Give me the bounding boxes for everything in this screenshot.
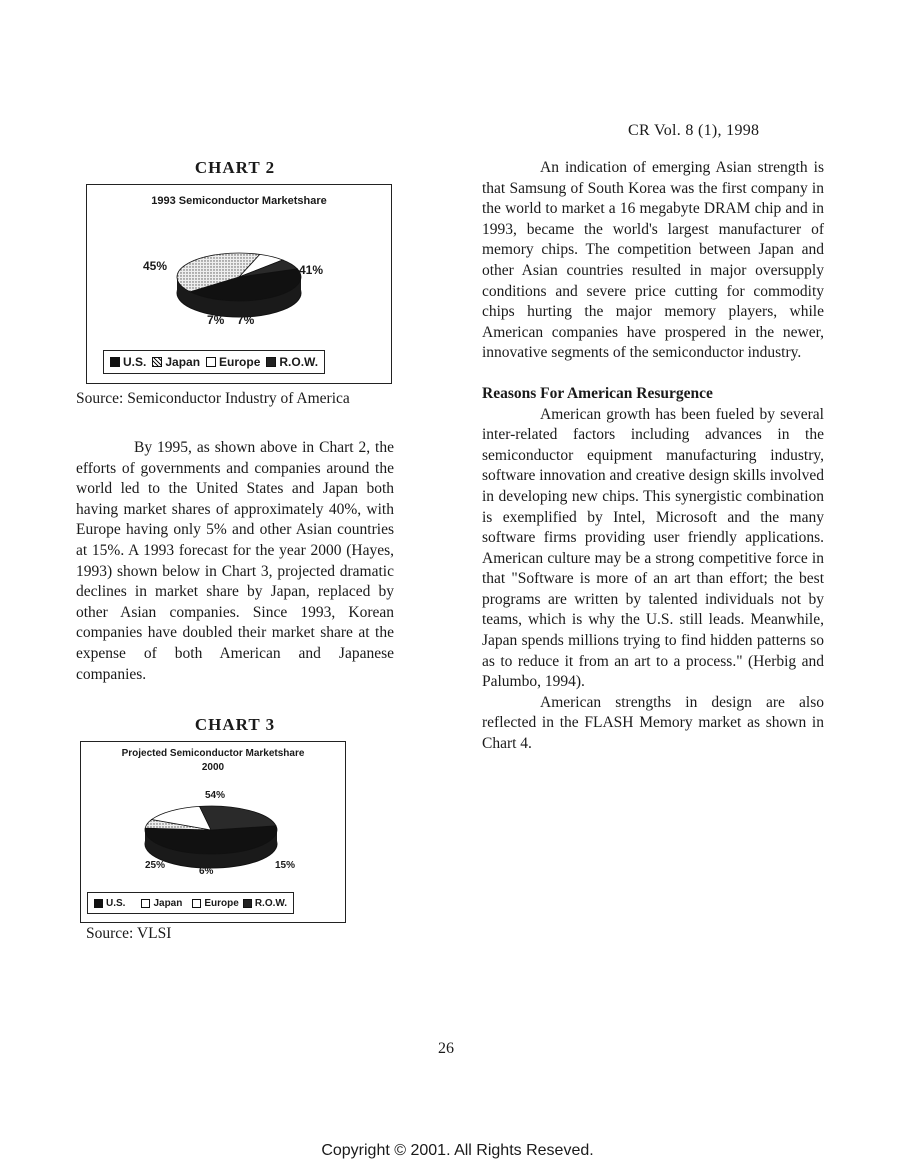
page-number: 26	[438, 1040, 454, 1057]
right-paragraph-1: An indication of emerging Asian strength is that Samsung of South Korea was the first company in the world to market a 16 megabyte DRAM chip and in 1993, became the world's largest manufacturer of memory chips. The competition between Japan and other Asian countries resulted in major oversupply conditions and severe price cutting for commodity chips hurting the major memory players, while American companies have prospered in the newer, innovative segments of the semiconductor industry.	[482, 159, 824, 362]
right-paragraph-2: American growth has been fueled by several inter-related factors including advances in the semiconductor equipment manufacturing industry, software innovation and creative design skills involved in developing new chips. This synergistic combination is exemplified by Intel, Microsoft and the many software firms providing user friendly applications. American culture may be a strong competitive force in that "Software is more of an art than effort; the best programs are written by talented individuals not by teams, which is why the U.S. still leads. Meanwhile, Japan spends millions trying to find hidden patterns so as to reduce it from an art to a process." (Herbig and Palumbo, 1994).	[482, 405, 824, 691]
chart3-figure	[76, 715, 394, 943]
chart3-subtitle: 2000	[201, 762, 225, 774]
legend-swatch-icon	[192, 899, 201, 908]
chart2-source: Source: Semiconductor Industry of America	[76, 390, 350, 407]
chart3-label-europe: 15%	[275, 860, 296, 872]
right-paragraph-3: American strengths in design are also reflected in the FLASH Memory market as shown in Chart 4.	[482, 693, 824, 753]
legend-swatch-icon	[243, 899, 252, 908]
right-column	[482, 158, 824, 755]
chart2-caption: CHART 2	[194, 158, 276, 177]
chart2-label-japan: 41%	[299, 263, 324, 277]
chart3-legend-japan: Japan	[141, 898, 182, 909]
chart3-legend-row: R.O.W.	[243, 898, 287, 909]
left-column	[76, 158, 394, 943]
chart3-legend-europe: Europe	[192, 898, 238, 909]
chart3-title: Projected Semiconductor Marketshare	[121, 748, 305, 760]
copyright-notice: Copyright © 2001. All Rights Reseved.	[321, 1142, 594, 1159]
chart2-box	[86, 184, 392, 384]
chart3-label-japan: 6%	[199, 866, 214, 878]
chart3-label-us: 54%	[205, 790, 226, 802]
legend-swatch-icon	[110, 357, 120, 367]
chart2-legend-japan: Japan	[152, 355, 200, 369]
legend-swatch-icon	[266, 357, 276, 367]
legend-swatch-icon	[206, 357, 216, 367]
running-header: CR Vol. 8 (1), 1998	[628, 122, 760, 139]
chart3-source: Source: VLSI	[86, 925, 172, 943]
left-paragraph-1: By 1995, as shown above in Chart 2, the efforts of governments and companies around the world led to the United States and Japan both having market shares of approximately 40%, with Europe having only 5% and other Asian countries at 15%. A 1993 forecast for the year 2000 (Hayes, 1993) shown below in Chart 3, projected dramatic declines in market share by Japan, replaced by other Asian companies. Since 1993, Korean companies have doubled their market share at the expense of both American and Japanese companies.	[76, 439, 394, 683]
section-heading: Reasons For American Resurgence	[482, 384, 713, 402]
chart2-title: 1993 Semiconductor Marketshare	[151, 195, 327, 207]
chart2-legend-europe: Europe	[206, 355, 260, 369]
chart2-legend-us: U.S.	[110, 355, 146, 369]
chart3-caption: CHART 3	[194, 715, 276, 735]
legend-swatch-icon	[94, 899, 103, 908]
chart2-legend-row: R.O.W.	[266, 355, 318, 369]
chart3-label-row: 25%	[145, 860, 166, 872]
chart3-box	[80, 741, 346, 923]
chart2-label-us: 45%	[143, 259, 168, 273]
chart2-label-row: 7%	[237, 313, 255, 327]
legend-swatch-icon	[152, 357, 162, 367]
legend-swatch-icon	[141, 899, 150, 908]
chart2-legend	[103, 350, 325, 374]
chart3-slice-row	[200, 806, 276, 830]
chart2-figure	[76, 158, 394, 408]
chart3-legend-us: U.S.	[94, 898, 125, 909]
chart2-label-europe: 7%	[207, 313, 225, 327]
chart3-legend	[87, 892, 294, 914]
